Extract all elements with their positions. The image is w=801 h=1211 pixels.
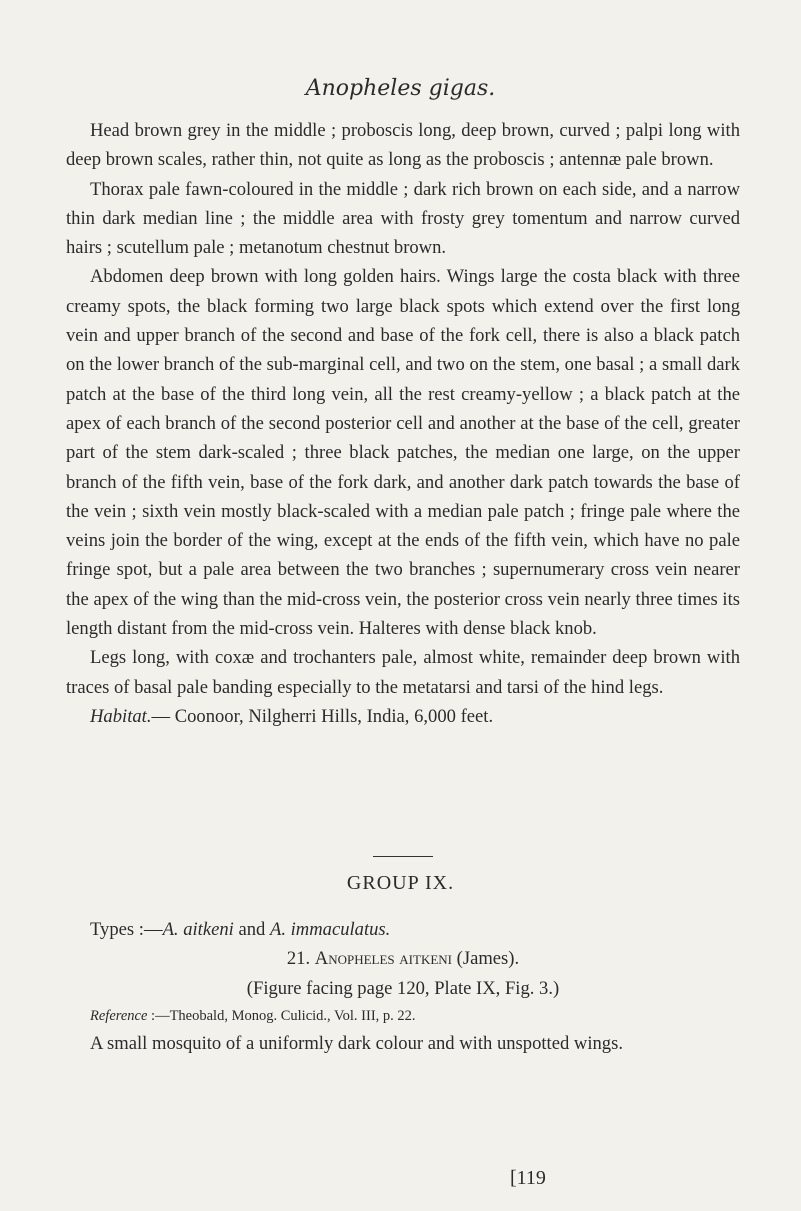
page-number: [119 xyxy=(510,1167,546,1189)
paragraph-abdomen-wings: Abdomen deep brown with long golden hairs. Wings large the costa black with three creamy spots, the black forming two large black spots which extend over the first long vein and upper branch of the second and base of the fork cell, there is also a black patch on the lower branch of the sub-marginal cell, and two on the stem, one basal ; a small dark patch at the base of the third long vein, all the rest creamy-yellow ; a black patch at the apex of each branch of the second posterior cell and another at the base of the cell, greater part of the stem dark-scaled ; three black patches, the median one large, on the upper branch of the fifth vein, base of the fork dark, and another dark patch towards the base of the vein ; sixth vein mostly black-scaled with a median pale patch ; fringe pale where the veins join the border of the wing, except at the ends of the fifth vein, which have no pale fringe spot, but a pale area between the two branches ; supernumerary cross vein nearer the apex of the wing than the mid-cross vein, the posterior cross vein nearly three times its length distant from the mid-cross vein. Halteres with dense black knob. xyxy=(66,266,740,640)
species-number: 21. xyxy=(286,948,311,970)
species-heading xyxy=(66,944,740,973)
paragraph-legs: Legs long, with coxæ and trochanters pale, almost white, remainder deep brown with traces of basal pale banding especially to the metatarsi and tarsi of the hind legs. xyxy=(66,647,740,698)
group-title: GROUP IX. xyxy=(346,872,455,894)
habitat-text: — Coonoor, Nilgherri Hills, India, 6,000 feet. xyxy=(151,705,494,727)
types-and: and xyxy=(233,919,270,940)
paragraph-head: Head brown grey in the middle ; proboscis long, deep brown, curved ; palpi long with deep brown scales, rather thin, not quite as long as the proboscis ; antennæ pale brown. xyxy=(66,120,740,171)
species-summary: A small mosquito of a uniformly dark colour and with unspotted wings. xyxy=(90,1032,623,1054)
types-prefix: Types :— xyxy=(90,919,163,940)
paragraph-habitat xyxy=(66,702,740,731)
type-immaculatus: A. immaculatus. xyxy=(269,919,391,940)
figure-reference: (Figure facing page 120, Plate IX, Fig. 3.) xyxy=(246,977,560,999)
reference-text: :—Theobald, Monog. Culicid., Vol. III, p. 22. xyxy=(147,1007,416,1024)
type-aitkeni: A. aitkeni xyxy=(162,919,234,940)
species-name: Anopheles aitkeni xyxy=(314,948,452,970)
literature-reference xyxy=(66,1003,740,1029)
species-description xyxy=(66,116,740,731)
group-section xyxy=(66,915,740,1058)
reference-label: Reference xyxy=(90,1007,148,1024)
section-divider xyxy=(373,856,433,857)
species-author: (James). xyxy=(452,948,520,970)
types-line xyxy=(66,915,740,944)
habitat-label: Habitat. xyxy=(90,705,152,727)
running-header: Anopheles gigas. xyxy=(305,76,496,101)
paragraph-thorax: Thorax pale fawn-coloured in the middle ; dark rich brown on each side, and a narrow thin dark median line ; the middle area with frosty grey tomentum and narrow curved hairs ; scutellum pale ; metanotum chestnut brown. xyxy=(66,178,740,259)
